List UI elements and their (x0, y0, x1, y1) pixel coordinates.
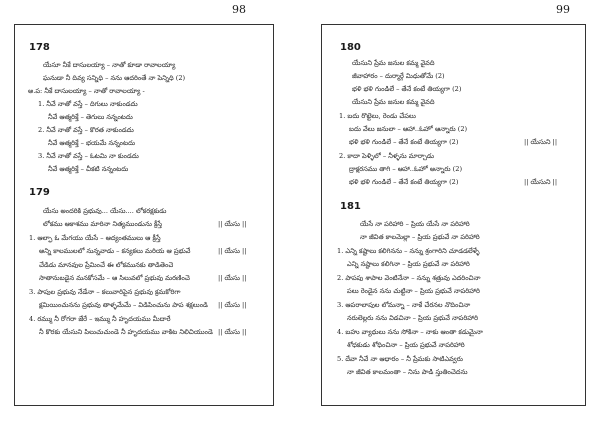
song-line: నీవే ఆత్మరిక్తే – చీకటి నన్నంటదు (48, 165, 129, 173)
song-line: సాతానుబడైన మనకోసమే – ఆ సిలువలో ప్రభువు మరణించె (39, 274, 190, 282)
song-line: యేసు అందరికి ప్రభువు... యేసు.... లోకరక్షకుడు (43, 207, 167, 215)
song-line: నా జీవిత కాలమెల్లా – ప్రియ ప్రభువే నా పరిహారి (360, 233, 480, 241)
song-line: భళి భళి గుండిలే – తేనే కంటే తియ్యగా (2) (352, 85, 462, 93)
refrain-tag: || యేసు || (218, 301, 247, 309)
song-line: 5. దేవా నీవే నా ఆధారం – నీ ప్రేమకు సాటిఎవ్వరు (337, 355, 463, 363)
song-line: నరులెల్లరు నను విడచినా – ప్రియ ప్రభువే నాపరిహారి (347, 314, 478, 322)
song-number: 178 (29, 42, 50, 53)
refrain-tag: || యేసు || (218, 328, 247, 336)
song-line: బదు వేలు జనులా – ఆహా..ఓహో ఆన్నారు (2) (349, 125, 468, 133)
song-line: నీ కొరకు యేసుని పిలుచుచుండె నీ హృదయము వాకిట నిలిచియుండె (39, 328, 213, 336)
song-line: యేసుని ప్రేమ జనుల కమ్మ వైవది (352, 59, 435, 67)
left-page (14, 24, 274, 406)
song-line: నీవే ఆత్మరిక్తే – భయమే నన్నంటదు (48, 139, 136, 147)
refrain-tag: || యేసు || (218, 247, 247, 255)
song-line: 4. బహు వ్యాధులు నను సోకినా – నాకు ఆంతా కడుమైనా (337, 328, 483, 336)
song-number: 181 (340, 201, 361, 212)
song-line: 1. ఆల్ఫా ఓ మేగయు యేసే – ఆద్యంతములు ఆ క్రీస్తే (29, 234, 161, 242)
refrain-tag: || యేసు || (218, 274, 247, 282)
song-line: నా జీవిత కాలమంతా – నిను పాడి స్తుతించెదను (347, 368, 468, 376)
song-line: భళి భళి గుండిలే – తేనే కంటే తియ్యగా (2) (349, 178, 459, 186)
song-line: పలు రెండైన నను చుట్టినా – ప్రియ ప్రభువే నాపరిహారి (347, 287, 480, 295)
song-line: ద్రాక్షరసము తాగి – ఆహా..ఓహో అన్నారు (2) (349, 165, 463, 173)
song-line: 2. పాపపు శాపాల వెంటినేనా – నన్ను శత్రువు ఎదరించినా (337, 274, 481, 282)
song-line: చేడిడు మానవుల ప్రేమించే ఈ లోకమునకు తాడితెంచె (39, 261, 174, 269)
song-line: యేసే నా పరిహారి – ప్రియ యేసే నా పరిహారి (360, 220, 470, 228)
song-line: 1. ఎన్ని కష్టాలు కలిగినను – నన్ను శ్రంగారిని చూడడలేళ్ళే (337, 247, 480, 255)
song-line: నీవే ఆత్మరిక్తే – తెగులు నన్నంటదు (48, 113, 133, 121)
song-number: 180 (340, 42, 361, 53)
page-number-left: 98 (232, 3, 246, 16)
song-line: ఎన్ని నష్టాలు కలిగినా – ప్రియ ప్రభువే నా పరిహారి (347, 260, 470, 268)
song-line: అ.ప: నీకే దాసులయ్యా – నాతో రావాలయ్యా - (28, 87, 145, 95)
page-number-right: 99 (556, 3, 570, 16)
song-line: శోధకుడు శోధించినా – ప్రియ ప్రభువే నాపరిహారి (347, 341, 465, 349)
refrain-tag: || యేసుని || (524, 178, 558, 186)
song-line: 3. నీవే నాతో వస్తే – ఓటమి నా కుండదు (38, 152, 139, 160)
song-line: 1. బదు రొట్టెలు, రెండు చేపలు (339, 112, 416, 120)
song-line: 1. నీవే నాతో వస్తే – దిగులు నాకుండదు (38, 100, 138, 108)
song-line: అన్ని కాలములలో నున్నవాడు – కన్యకలు మరియ ఆ ప్రభువే (39, 247, 191, 255)
song-line: 4. రమ్ము నీ రోగరా జేరే – ఇమ్ము నీ హృదయము మీదారే (29, 315, 171, 323)
song-line: 3. ఆపరాలాపుల లోమన్నా – నాకే చేరనల నొదించినా (337, 301, 471, 309)
song-line: 2. కాదా పెళ్ళిలో – నీళ్ళను మార్చాడు (339, 152, 435, 160)
song-line: ఘనుడా నీ దివ్య సన్నిధి – నను ఆదరింతే నా పెన్నిధి (2) (43, 74, 186, 82)
refrain-tag: || యేసుని || (524, 138, 558, 146)
song-line: 3. పాపుల ప్రభువు నేడేనా – కలువారిపైన ప్రభువు క్రమకోరిగా (29, 288, 181, 296)
song-line: యేసూ నీకే దాసులయ్యా – నాతో కూడా రావాలయ్యా (43, 61, 176, 69)
refrain-tag: || యేసు || (218, 220, 247, 228)
song-number: 179 (29, 187, 50, 198)
song-line: భళి భళి గుండిలే – తేనే కంటే తియ్యగా (2) (349, 138, 459, 146)
song-line: 2. నీవే నాతో వస్తే – కొరత నాకుండదు (38, 126, 134, 134)
song-line: యేసుని ప్రేమ జనుల కమ్మ వైవది (352, 98, 435, 106)
song-line: క్షమియించునను ప్రభువు తాళ్ళమేమే – విడిపించును పాప శక్షలుండి (39, 301, 208, 309)
song-line: లోకము ఆకాశము మారినా నిత్యముండును క్రీస్తే (43, 220, 163, 228)
right-page (321, 24, 586, 406)
song-line: జీవాహారం – దుర్మార్గే మిధుతోమే (2) (352, 72, 445, 80)
